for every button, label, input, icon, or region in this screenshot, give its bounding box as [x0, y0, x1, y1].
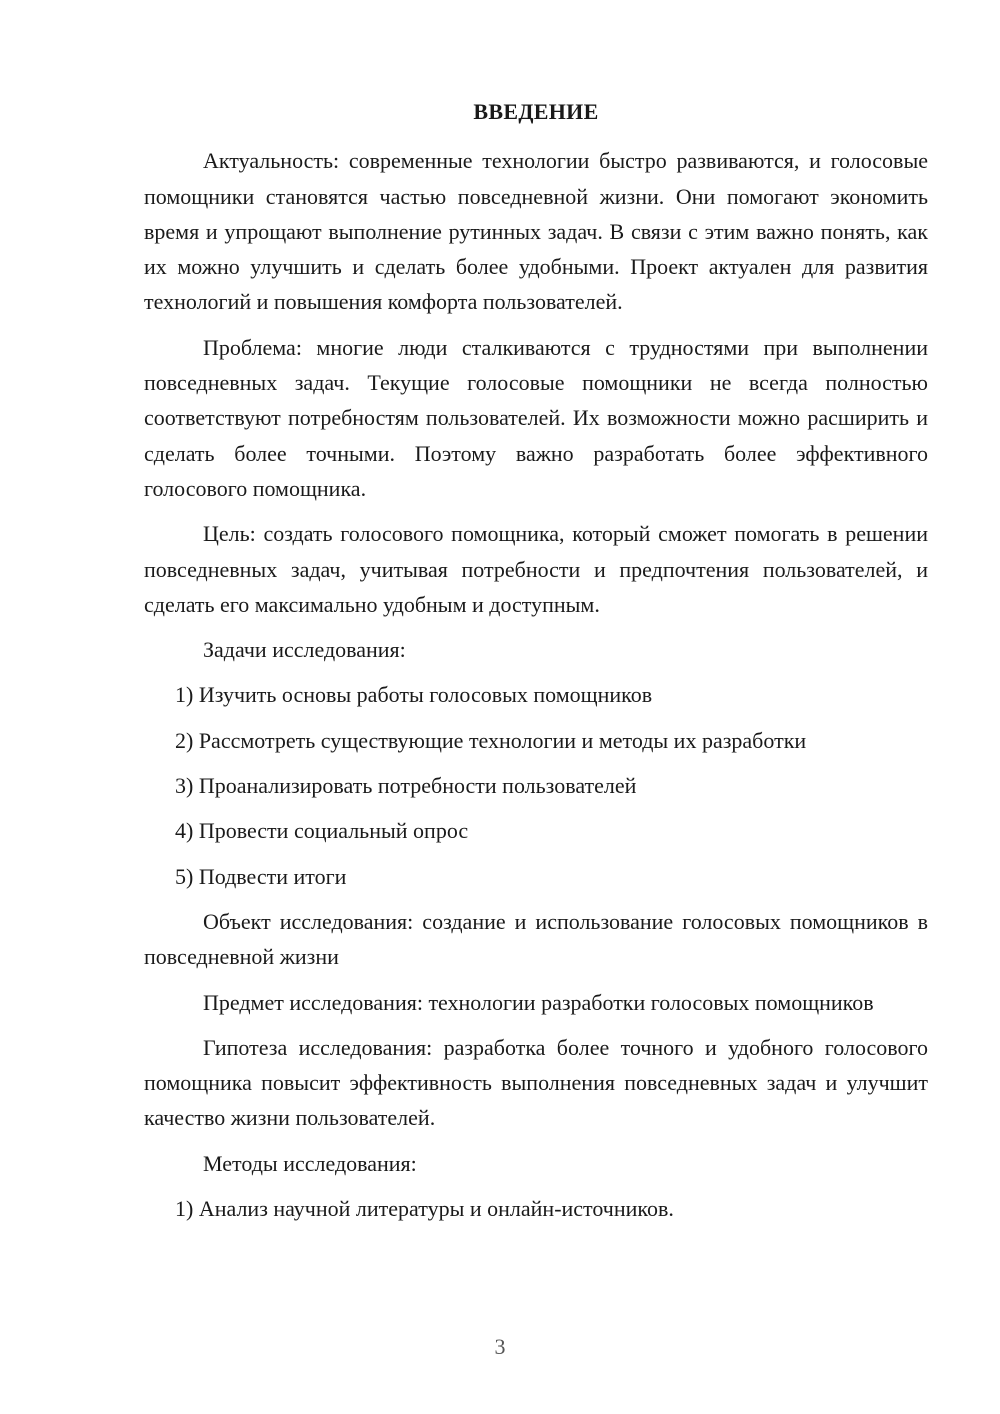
- task-item: 4) Провести социальный опрос: [175, 818, 469, 844]
- method-item: 1) Анализ научной литературы и онлайн-источников.: [175, 1196, 674, 1222]
- task-item: 1) Изучить основы работы голосовых помощников: [175, 682, 653, 708]
- section-heading: ВВЕДЕНИЕ: [473, 99, 599, 124]
- task-item: 2) Рассмотреть существующие технологии и методы их разработки: [175, 727, 807, 753]
- relevance-paragraph: Актуальность: современные технологии быстро развиваются, и голосовые помощники становятся частью повседневной жизни. Они помогают экономить время и упрощают выполнение рутинных задач. В связи с этим важно понять, как их можно улучшить и сделать более удобными. Проект актуален для развития технологий и повышения комфорта пользователей.: [144, 148, 928, 315]
- problem-paragraph: Проблема: многие люди сталкиваются с трудностями при выполнении повседневных задач. Текущие голосовые помощники не всегда полностью соответствуют потребностям пользователей. Их возможности можно расширить и сделать более точными. Поэтому важно разработать более эффективного голосового помощника.: [144, 334, 928, 501]
- page-number: 3: [494, 1334, 506, 1359]
- tasks-title: Задачи исследования:: [203, 637, 406, 663]
- task-item: 3) Проанализировать потребности пользователей: [175, 773, 637, 799]
- hypothesis-paragraph: Гипотеза исследования: разработка более точного и удобного голосового помощника повысит эффективность выполнения повседневных задач и улучшит качество жизни пользователей.: [144, 1034, 928, 1131]
- goal-paragraph: Цель: создать голосового помощника, который сможет помогать в решении повседневных задач, учитывая потребности и предпочтения пользователей, и сделать его максимально удобным и доступным.: [144, 521, 928, 617]
- object-paragraph: Объект исследования: создание и использование голосовых помощников в повседневной жизни: [144, 908, 928, 970]
- task-item: 5) Подвести итоги: [175, 863, 347, 889]
- methods-title: Методы исследования:: [203, 1150, 417, 1176]
- subject-paragraph: Предмет исследования: технологии разработки голосовых помощников: [203, 989, 874, 1015]
- page-content: [144, 94, 928, 1236]
